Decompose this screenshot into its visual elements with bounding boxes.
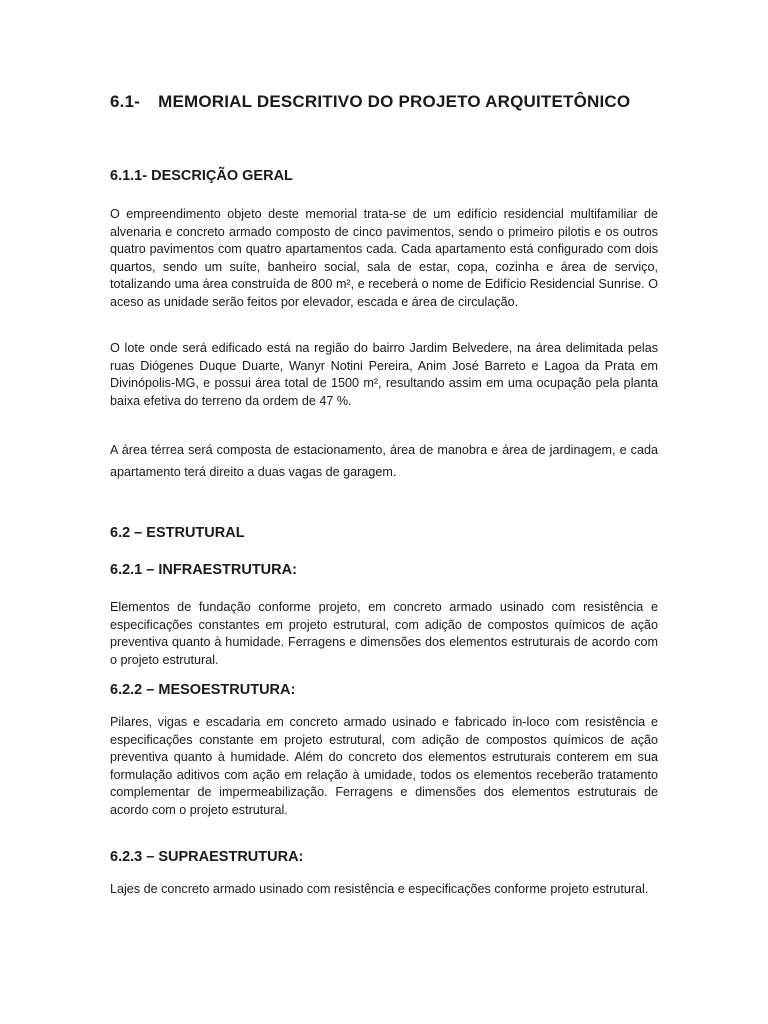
paragraph-mesoestrutura	[110, 714, 658, 820]
section-supraestrutura	[110, 849, 658, 865]
paragraph-lote	[110, 340, 658, 410]
section-mesoestrutura	[110, 682, 658, 698]
paragraph-area-terrea	[110, 439, 658, 483]
paragraph-text: O lote onde será edificado está na região do bairro Jardim Belvedere, na área delimitada pelas ruas Diógenes Duque Duarte, Wanyr Notini Pereira, Anim José Barreto e Lagoa da Prata em Divinópolis-MG, e possui área total de 1500 m², resultando assim em uma ocupação pela planta baixa efetiva do terreno da ordem de 47 %.	[110, 341, 658, 408]
section-heading: 6.1.1- DESCRIÇÃO GERAL	[110, 168, 293, 184]
paragraph-text: Pilares, vigas e escadaria em concreto armado usinado e fabricado in-loco com resistência e especificações constante em projeto estrutural, com adição de compostos químicos de ação preventiva quanto à humidade. Além do concreto dos elementos estruturais conterem em sua formulação aditivos com ação em relação à umidade, todos os elementos receberão tratamento complementar de impermeabilização. Ferragens e dimensões dos elementos estruturais de acordo com o projeto estrutural.	[110, 715, 658, 817]
document-title	[110, 92, 630, 112]
section-estrutural	[110, 525, 658, 541]
paragraph-text: A área térrea será composta de estacionamento, área de manobra e área de jardinagem, e cada apartamento terá direito a duas vagas de garagem.	[110, 443, 658, 479]
paragraph-empreendimento	[110, 206, 658, 312]
section-descricao-geral	[110, 168, 658, 184]
section-heading: 6.2.2 – MESOESTRUTURA:	[110, 682, 296, 698]
paragraph-text: O empreendimento objeto deste memorial trata-se de um edifício residencial multifamiliar de alvenaria e concreto armado composto de cinco pavimentos, sendo o primeiro pilotis e os outros quatro pavimentos com quatro apartamentos cada. Cada apartamento está configurado com dois quartos, sendo um suíte, banheiro social, sala de estar, copa, cozinha e área de serviço, totalizando uma área construída de 800 m², e receberá o nome de Edifício Residencial Sunrise. O aceso as unidade serão feitos por elevador, escada e área de circulação.	[110, 207, 658, 309]
paragraph-infraestrutura	[110, 599, 658, 669]
section-infraestrutura	[110, 562, 658, 578]
paragraph-text: Lajes de concreto armado usinado com resistência e especificações conforme projeto estrutural.	[110, 882, 649, 896]
paragraph-text: Elementos de fundação conforme projeto, em concreto armado usinado com resistência e especificações constantes em projeto estrutural, com adição de compostos químicos de ação preventiva quanto à humidade. Ferragens e dimensões dos elementos estruturais de acordo com o projeto estrutural.	[110, 600, 658, 667]
section-heading: 6.2.3 – SUPRAESTRUTURA:	[110, 849, 304, 865]
section-heading: 6.2.1 – INFRAESTRUTURA:	[110, 562, 297, 578]
section-heading: 6.2 – ESTRUTURAL	[110, 525, 245, 541]
title-number: 6.1-	[110, 92, 141, 111]
paragraph-supraestrutura	[110, 881, 658, 899]
title-text: MEMORIAL DESCRITIVO DO PROJETO ARQUITETÔNICO	[158, 92, 631, 111]
